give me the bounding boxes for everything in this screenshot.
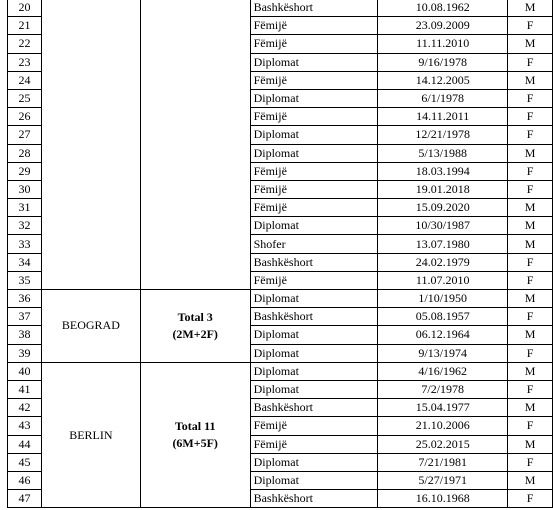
staff-category: Fëmijë [250, 108, 378, 126]
birth-date: 13.07.1980 [378, 235, 508, 253]
gender: F [508, 126, 553, 144]
row-number: 23 [8, 53, 42, 71]
gender: F [508, 108, 553, 126]
gender: F [508, 308, 553, 326]
birth-date: 18.03.1994 [378, 162, 508, 180]
birth-date: 25.02.2015 [378, 435, 508, 453]
staff-category: Fëmijë [250, 180, 378, 198]
staff-category: Bashkëshort [250, 253, 378, 271]
gender: F [508, 253, 553, 271]
staff-category: Diplomat [250, 217, 378, 235]
row-number: 43 [8, 417, 42, 435]
gender: F [508, 180, 553, 198]
gender: F [508, 53, 553, 71]
staff-category: Diplomat [250, 471, 378, 489]
birth-date: 23.09.2009 [378, 17, 508, 35]
birth-date: 7/2/1978 [378, 380, 508, 398]
staff-category: Fëmijë [250, 71, 378, 89]
group-total-count: Total 3 [177, 309, 213, 324]
gender: M [508, 35, 553, 53]
birth-date: 10/30/1987 [378, 217, 508, 235]
birth-date: 5/27/1971 [378, 471, 508, 489]
staff-category: Diplomat [250, 126, 378, 144]
staff-table [7, 0, 553, 508]
gender: M [508, 362, 553, 380]
row-number: 47 [8, 490, 42, 508]
row-number: 45 [8, 453, 42, 471]
birth-date: 14.11.2011 [378, 108, 508, 126]
staff-category: Diplomat [250, 362, 378, 380]
gender: F [508, 89, 553, 107]
group-total-breakdown: (6M+5F) [172, 436, 218, 450]
gender: M [508, 217, 553, 235]
row-number: 24 [8, 71, 42, 89]
embassy-city: BERLIN [41, 362, 140, 508]
staff-category: Fëmijë [250, 35, 378, 53]
gender: M [508, 144, 553, 162]
staff-category: Bashkëshort [250, 308, 378, 326]
group-total [140, 290, 250, 363]
birth-date: 10.08.1962 [378, 0, 508, 17]
staff-category: Fëmijë [250, 271, 378, 289]
staff-category: Diplomat [250, 53, 378, 71]
staff-category: Diplomat [250, 89, 378, 107]
gender: M [508, 199, 553, 217]
birth-date: 16.10.1968 [378, 490, 508, 508]
row-number: 22 [8, 35, 42, 53]
group-total-breakdown: (2M+2F) [172, 326, 218, 341]
row-number: 27 [8, 126, 42, 144]
staff-category: Shofer [250, 235, 378, 253]
birth-date: 06.12.1964 [378, 326, 508, 344]
row-number: 40 [8, 362, 42, 380]
row-number: 29 [8, 162, 42, 180]
birth-date: 12/21/1978 [378, 126, 508, 144]
row-number: 26 [8, 108, 42, 126]
row-number: 25 [8, 89, 42, 107]
row-number: 42 [8, 399, 42, 417]
gender: F [508, 162, 553, 180]
birth-date: 14.12.2005 [378, 71, 508, 89]
table-row [8, 290, 553, 308]
birth-date: 19.01.2018 [378, 180, 508, 198]
gender: M [508, 471, 553, 489]
birth-date: 11.07.2010 [378, 271, 508, 289]
gender: F [508, 453, 553, 471]
row-number: 20 [8, 0, 42, 17]
staff-category: Fëmijë [250, 162, 378, 180]
row-number: 37 [8, 308, 42, 326]
embassy-city [41, 0, 140, 290]
birth-date: 11.11.2010 [378, 35, 508, 53]
table-body [8, 0, 553, 508]
birth-date: 05.08.1957 [378, 308, 508, 326]
row-number: 35 [8, 271, 42, 289]
birth-date: 7/21/1981 [378, 453, 508, 471]
row-number: 44 [8, 435, 42, 453]
gender: F [508, 417, 553, 435]
gender: M [508, 71, 553, 89]
gender: M [508, 290, 553, 308]
birth-date: 9/16/1978 [378, 53, 508, 71]
row-number: 36 [8, 290, 42, 308]
birth-date: 21.10.2006 [378, 417, 508, 435]
staff-category: Bashkëshort [250, 399, 378, 417]
gender: F [508, 380, 553, 398]
gender: M [508, 235, 553, 253]
group-total-count: Total 11 [174, 419, 216, 433]
staff-category: Diplomat [250, 344, 378, 362]
staff-category: Diplomat [250, 326, 378, 344]
row-number: 38 [8, 326, 42, 344]
row-number: 31 [8, 199, 42, 217]
birth-date: 15.09.2020 [378, 199, 508, 217]
row-number: 41 [8, 380, 42, 398]
embassy-city: BEOGRAD [41, 290, 140, 363]
birth-date: 6/1/1978 [378, 89, 508, 107]
staff-category: Fëmijë [250, 199, 378, 217]
staff-category: Fëmijë [250, 435, 378, 453]
staff-category: Bashkëshort [250, 490, 378, 508]
row-number: 32 [8, 217, 42, 235]
staff-category: Diplomat [250, 453, 378, 471]
table-row [8, 362, 553, 380]
group-total [140, 0, 250, 290]
staff-category: Diplomat [250, 290, 378, 308]
gender: M [508, 435, 553, 453]
birth-date: 24.02.1979 [378, 253, 508, 271]
row-number: 30 [8, 180, 42, 198]
row-number: 46 [8, 471, 42, 489]
staff-category: Fëmijë [250, 417, 378, 435]
row-number: 39 [8, 344, 42, 362]
row-number: 34 [8, 253, 42, 271]
gender: M [508, 326, 553, 344]
row-number: 28 [8, 144, 42, 162]
birth-date: 9/13/1974 [378, 344, 508, 362]
staff-category: Bashkëshort [250, 0, 378, 17]
birth-date: 15.04.1977 [378, 399, 508, 417]
gender: M [508, 0, 553, 17]
birth-date: 4/16/1962 [378, 362, 508, 380]
row-number: 21 [8, 17, 42, 35]
group-total [140, 362, 250, 508]
gender: F [508, 271, 553, 289]
birth-date: 1/10/1950 [378, 290, 508, 308]
staff-category: Fëmijë [250, 17, 378, 35]
staff-category: Diplomat [250, 144, 378, 162]
gender: M [508, 399, 553, 417]
gender: F [508, 490, 553, 508]
gender: F [508, 344, 553, 362]
row-number: 33 [8, 235, 42, 253]
birth-date: 5/13/1988 [378, 144, 508, 162]
staff-category: Diplomat [250, 380, 378, 398]
table-row [8, 0, 553, 17]
gender: F [508, 17, 553, 35]
